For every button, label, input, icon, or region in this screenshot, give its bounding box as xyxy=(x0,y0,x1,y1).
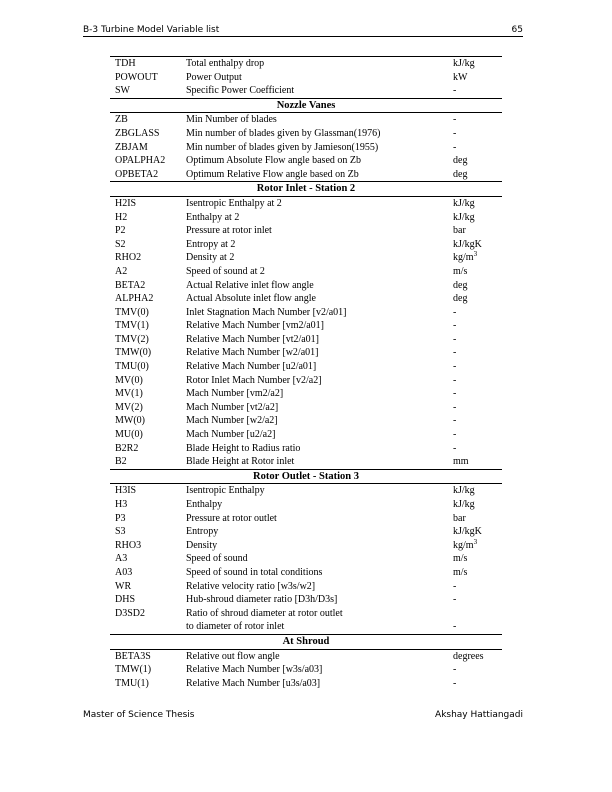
table-row xyxy=(110,360,502,374)
unit-text: - xyxy=(453,127,457,139)
table-row xyxy=(110,387,502,401)
table-row xyxy=(110,593,502,607)
variable-name: S3 xyxy=(115,526,126,538)
variable-name: P2 xyxy=(115,225,126,237)
variable-unit xyxy=(453,319,456,333)
variable-description: Entropy at 2 xyxy=(186,238,236,250)
unit-text: - xyxy=(453,388,457,400)
variable-unit xyxy=(453,539,477,553)
table-row xyxy=(110,127,502,141)
table-row xyxy=(110,279,502,293)
variable-description: Relative velocity ratio [w3s/w2] xyxy=(186,580,316,592)
variable-name: A2 xyxy=(115,265,128,277)
variable-name: TMV(2) xyxy=(115,333,149,345)
variable-unit xyxy=(453,360,456,374)
variable-unit xyxy=(453,238,482,252)
table-row xyxy=(110,224,502,238)
variable-table xyxy=(110,56,502,690)
variable-name: BETA2 xyxy=(115,279,146,291)
variable-unit xyxy=(453,154,467,168)
variable-unit xyxy=(453,663,456,677)
variable-unit xyxy=(453,265,467,279)
table-row xyxy=(110,484,502,498)
table-row xyxy=(110,197,502,211)
variable-description: Specific Power Coefficient xyxy=(186,85,295,97)
unit-text: degrees xyxy=(453,650,484,662)
variable-description: Actual Relative inlet flow angle xyxy=(186,279,314,291)
variable-description: to diameter of rotor inlet xyxy=(186,621,285,633)
variable-name: SW xyxy=(115,85,130,97)
variable-description: Relative out flow angle xyxy=(186,650,280,662)
section-heading: Rotor Inlet - Station 2 xyxy=(110,181,502,197)
unit-text: deg xyxy=(453,155,468,167)
table-row xyxy=(110,56,502,71)
unit-text: m/s xyxy=(453,553,468,565)
variable-description: Hub-shroud diameter ratio [D3h/D3s] xyxy=(186,594,338,606)
variable-unit xyxy=(453,525,482,539)
table-row xyxy=(110,566,502,580)
unit-text: kg/m xyxy=(453,252,474,264)
unit-text: m/s xyxy=(453,265,468,277)
unit-text: kJ/kg xyxy=(453,211,475,223)
unit-text: - xyxy=(453,401,457,413)
variable-description: Speed of sound xyxy=(186,553,248,565)
table-row xyxy=(110,154,502,168)
unit-text: - xyxy=(453,320,457,332)
variable-name: S2 xyxy=(115,238,126,250)
variable-description: Optimum Absolute Flow angle based on Zb xyxy=(186,155,361,167)
table-row xyxy=(110,113,502,127)
table-row xyxy=(110,525,502,539)
unit-text: kJ/kgK xyxy=(453,238,482,250)
table-row xyxy=(110,498,502,512)
variable-unit xyxy=(453,455,469,469)
table-row xyxy=(110,333,502,347)
unit-text: - xyxy=(453,141,457,153)
table-row xyxy=(110,580,502,594)
variable-unit xyxy=(453,428,456,442)
variable-description: Min number of blades given by Jamieson(1955) xyxy=(186,141,379,153)
variable-unit xyxy=(453,566,467,580)
unit-text: - xyxy=(453,347,457,359)
unit-text: - xyxy=(453,333,457,345)
table-row xyxy=(110,428,502,442)
variable-unit xyxy=(453,593,456,607)
variable-name: ZBGLASS xyxy=(115,127,160,139)
variable-description: Optimum Relative Flow angle based on Zb xyxy=(186,168,359,180)
variable-name: TMU(1) xyxy=(115,677,149,689)
unit-text: kJ/kg xyxy=(453,197,475,209)
table-row xyxy=(110,292,502,306)
table-row xyxy=(110,84,502,98)
footer-author: Akshay Hattiangadi xyxy=(435,710,523,720)
variable-unit xyxy=(453,251,477,265)
variable-description: Relative Mach Number [vm2/a01] xyxy=(186,320,325,332)
unit-text: m/s xyxy=(453,566,468,578)
footer-left: Master of Science Thesis xyxy=(83,710,195,720)
variable-description: Isentropic Enthalpy xyxy=(186,485,265,497)
section-heading: Rotor Outlet - Station 3 xyxy=(110,469,502,485)
unit-text: deg xyxy=(453,168,468,180)
variable-unit xyxy=(453,57,475,71)
table-row xyxy=(110,374,502,388)
unit-text: - xyxy=(453,415,457,427)
variable-name: DHS xyxy=(115,594,136,606)
variable-description: Blade Height at Rotor inlet xyxy=(186,456,295,468)
variable-description: Mach Number [u2/a2] xyxy=(186,429,276,441)
unit-exponent: 3 xyxy=(473,250,478,259)
table-row xyxy=(110,211,502,225)
unit-text: - xyxy=(453,374,457,386)
table-row xyxy=(110,650,502,664)
variable-unit xyxy=(453,677,456,691)
table-row xyxy=(110,346,502,360)
unit-text: - xyxy=(453,442,457,454)
variable-name: B2 xyxy=(115,456,127,468)
variable-description: Entropy xyxy=(186,526,219,538)
unit-text: - xyxy=(453,621,457,633)
variable-description: Speed of sound in total conditions xyxy=(186,566,323,578)
variable-name: RHO2 xyxy=(115,252,142,264)
variable-name: TMU(0) xyxy=(115,361,149,373)
variable-unit xyxy=(453,211,475,225)
variable-unit xyxy=(453,333,456,347)
unit-text: - xyxy=(453,306,457,318)
table-row xyxy=(110,71,502,85)
table-row xyxy=(110,620,502,634)
unit-text: - xyxy=(453,85,457,97)
variable-name: OPBETA2 xyxy=(115,168,159,180)
variable-name: TMW(1) xyxy=(115,664,152,676)
variable-unit xyxy=(453,84,456,98)
unit-text: kJ/kgK xyxy=(453,526,482,538)
variable-name: B2R2 xyxy=(115,442,139,454)
variable-unit xyxy=(453,374,456,388)
variable-description: Relative Mach Number [vt2/a01] xyxy=(186,333,320,345)
variable-unit xyxy=(453,292,467,306)
variable-unit xyxy=(453,71,467,85)
table-row xyxy=(110,265,502,279)
table-row xyxy=(110,238,502,252)
variable-unit xyxy=(453,197,475,211)
variable-name: H2 xyxy=(115,211,128,223)
variable-unit xyxy=(453,414,456,428)
variable-description: Enthalpy xyxy=(186,499,223,510)
variable-name: TMW(0) xyxy=(115,347,152,359)
unit-text: kJ/kg xyxy=(453,485,475,497)
variable-name: P3 xyxy=(115,512,126,524)
unit-text: kg/m xyxy=(453,539,474,551)
variable-description: Isentropic Enthalpy at 2 xyxy=(186,197,282,209)
variable-description: Density xyxy=(186,539,218,551)
variable-description: Total enthalpy drop xyxy=(186,58,265,69)
variable-description: Rotor Inlet Mach Number [v2/a2] xyxy=(186,374,322,386)
table-row xyxy=(110,319,502,333)
section-heading: At Shroud xyxy=(110,634,502,650)
variable-name: OPALPHA2 xyxy=(115,155,166,167)
variable-description: Relative Mach Number [u2/a01] xyxy=(186,361,317,373)
variable-description: Inlet Stagnation Mach Number [v2/a01] xyxy=(186,306,347,318)
variable-name: POWOUT xyxy=(115,71,158,83)
unit-text: deg xyxy=(453,279,468,291)
unit-text: - xyxy=(453,580,457,592)
unit-text: bar xyxy=(453,512,466,524)
variable-description: Relative Mach Number [w3s/a03] xyxy=(186,664,323,676)
variable-name: H3IS xyxy=(115,485,137,497)
variable-unit xyxy=(453,498,475,512)
variable-name: H3 xyxy=(115,499,128,510)
variable-description: Relative Mach Number [w2/a01] xyxy=(186,347,319,359)
table-row xyxy=(110,539,502,553)
variable-unit xyxy=(453,552,467,566)
table-row xyxy=(110,663,502,677)
variable-description: Pressure at rotor outlet xyxy=(186,512,277,524)
variable-unit xyxy=(453,401,456,415)
table-row xyxy=(110,512,502,526)
variable-name: MV(2) xyxy=(115,401,143,413)
variable-unit xyxy=(453,306,456,320)
variable-name: TDH xyxy=(115,58,136,69)
header-rule xyxy=(83,36,523,37)
variable-name: ZB xyxy=(115,114,128,126)
table-row xyxy=(110,607,502,621)
variable-unit xyxy=(453,650,484,664)
variable-name: D3SD2 xyxy=(115,607,146,619)
variable-unit xyxy=(453,620,456,634)
variable-unit xyxy=(453,512,466,526)
variable-name: MV(1) xyxy=(115,388,143,400)
table-row xyxy=(110,414,502,428)
table-row xyxy=(110,141,502,155)
unit-text: - xyxy=(453,361,457,373)
unit-text: kJ/kg xyxy=(453,58,475,69)
table-row xyxy=(110,168,502,182)
variable-unit xyxy=(453,127,456,141)
variable-description: Mach Number [vm2/a2] xyxy=(186,388,284,400)
variable-unit xyxy=(453,387,456,401)
variable-description: Speed of sound at 2 xyxy=(186,265,265,277)
variable-description: Ratio of shroud diameter at rotor outlet xyxy=(186,607,343,619)
unit-text: bar xyxy=(453,225,466,237)
table-row xyxy=(110,552,502,566)
unit-text: - xyxy=(453,677,457,689)
variable-unit xyxy=(453,141,456,155)
variable-description: Mach Number [vt2/a2] xyxy=(186,401,279,413)
variable-name: ZBJAM xyxy=(115,141,148,153)
variable-unit xyxy=(453,168,467,182)
variable-name: MU(0) xyxy=(115,429,143,441)
variable-description: Mach Number [w2/a2] xyxy=(186,415,278,427)
unit-text: kW xyxy=(453,71,468,83)
table-row xyxy=(110,455,502,469)
variable-unit xyxy=(453,484,475,498)
table-row xyxy=(110,677,502,691)
variable-name: BETA3S xyxy=(115,650,151,662)
page-number: 65 xyxy=(511,25,523,35)
variable-name: H2IS xyxy=(115,197,137,209)
unit-exponent: 3 xyxy=(473,537,478,546)
variable-description: Power Output xyxy=(186,71,242,83)
variable-name: ALPHA2 xyxy=(115,293,154,305)
variable-name: TMV(1) xyxy=(115,320,149,332)
unit-text: - xyxy=(453,429,457,441)
running-header-title: B-3 Turbine Model Variable list xyxy=(83,25,220,35)
table-row xyxy=(110,251,502,265)
variable-description: Actual Absolute inlet flow angle xyxy=(186,293,316,305)
variable-unit xyxy=(453,224,466,238)
variable-description: Enthalpy at 2 xyxy=(186,211,240,223)
variable-description: Min Number of blades xyxy=(186,114,277,126)
unit-text: mm xyxy=(453,456,469,468)
variable-name: A03 xyxy=(115,566,133,578)
variable-description: Blade Height to Radius ratio xyxy=(186,442,301,454)
variable-description: Density at 2 xyxy=(186,252,235,264)
table-row xyxy=(110,401,502,415)
variable-unit xyxy=(453,346,456,360)
variable-description: Min number of blades given by Glassman(1976) xyxy=(186,127,381,139)
variable-name: WR xyxy=(115,580,132,592)
variable-name: MW(0) xyxy=(115,415,145,427)
variable-description: Pressure at rotor inlet xyxy=(186,225,272,237)
variable-description: Relative Mach Number [u3s/a03] xyxy=(186,677,321,689)
variable-name: TMV(0) xyxy=(115,306,149,318)
table-row xyxy=(110,306,502,320)
variable-name: MV(0) xyxy=(115,374,143,386)
unit-text: - xyxy=(453,594,457,606)
variable-unit xyxy=(453,113,456,127)
table-row xyxy=(110,442,502,456)
variable-unit xyxy=(453,580,456,594)
variable-unit xyxy=(453,279,467,293)
unit-text: - xyxy=(453,664,457,676)
unit-text: deg xyxy=(453,293,468,305)
unit-text: kJ/kg xyxy=(453,499,475,510)
variable-name: RHO3 xyxy=(115,539,142,551)
section-heading: Nozzle Vanes xyxy=(110,98,502,114)
variable-name: A3 xyxy=(115,553,128,565)
unit-text: - xyxy=(453,114,457,126)
variable-unit xyxy=(453,442,456,456)
